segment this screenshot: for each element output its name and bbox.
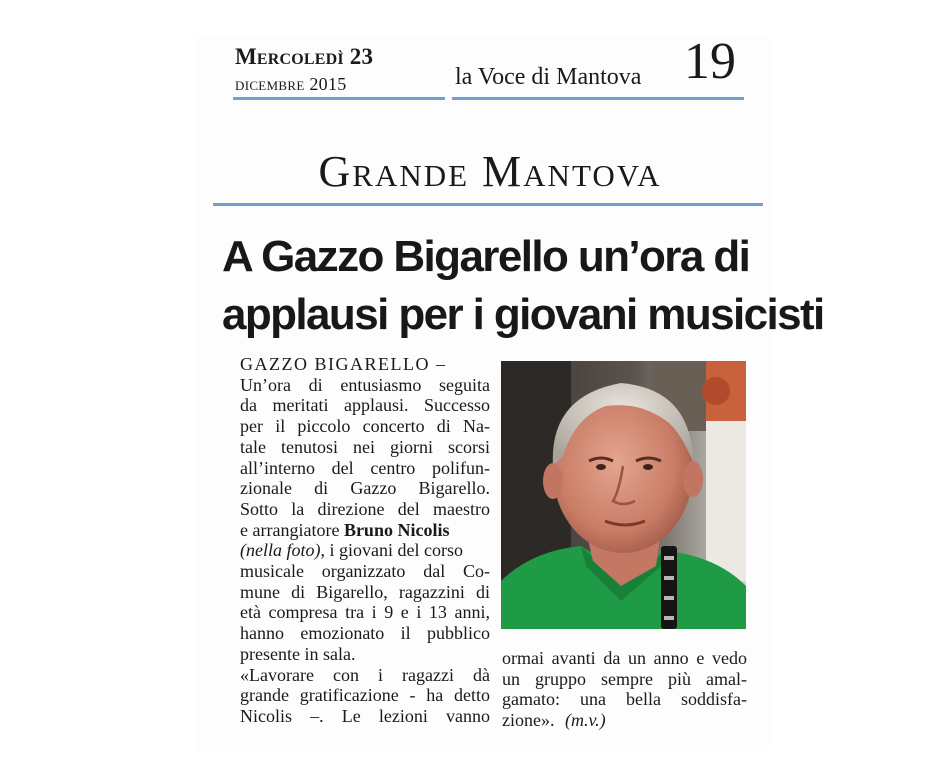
body-text: , i giovani del corso bbox=[320, 540, 463, 561]
headline-line-2: applausi per i giovani musicisti bbox=[222, 290, 824, 339]
header-rule-left bbox=[233, 97, 445, 100]
body-line: tale tenutosi nei giorni scorsi bbox=[240, 436, 490, 457]
body-line: presente in sala. bbox=[240, 643, 356, 664]
issue-day: Mercoledì 23 bbox=[235, 44, 374, 69]
article-column-2 bbox=[502, 648, 747, 731]
page-number: 19 bbox=[684, 33, 736, 90]
section-rule bbox=[213, 203, 763, 206]
body-line bbox=[240, 520, 490, 541]
body-line: hanno emozionato il pubblico bbox=[240, 623, 490, 644]
body-line: Sotto la direzione del maestro bbox=[240, 498, 490, 519]
headline-line-1: A Gazzo Bigarello un’ora di bbox=[222, 232, 750, 281]
body-line: da meritati applausi. Successo bbox=[240, 395, 490, 416]
body-line: Un’ora di entusiasmo seguita bbox=[240, 374, 490, 395]
portrait-illustration bbox=[501, 361, 746, 629]
body-text: zione». bbox=[502, 710, 555, 731]
body-line: «Lavorare con i ragazzi dà bbox=[240, 664, 490, 685]
body-line: ormai avanti da un anno e vedo bbox=[502, 648, 747, 668]
body-line: grande gratificazione - ha detto bbox=[240, 685, 490, 706]
body-text: e arrangiatore bbox=[240, 519, 340, 540]
newspaper-name: la Voce di Mantova bbox=[455, 64, 642, 90]
body-line: per il piccolo concerto di Na- bbox=[240, 416, 490, 437]
body-line: un gruppo sempre più amal- bbox=[502, 668, 747, 689]
body-line: all’interno del centro polifun- bbox=[240, 457, 490, 478]
author-initials: (m.v.) bbox=[564, 710, 606, 731]
header-rule-right bbox=[452, 97, 744, 100]
body-line: mune di Bigarello, ragazzini di bbox=[240, 581, 490, 602]
portrait-photo bbox=[501, 361, 746, 629]
photo-reference: (nella foto) bbox=[240, 540, 321, 561]
section-title: Grande Mantova bbox=[318, 147, 662, 196]
article-headline bbox=[222, 228, 824, 344]
body-line: età compresa tra i 9 e i 13 anni, bbox=[240, 602, 490, 623]
body-line: gamato: una bella soddisfa- bbox=[502, 689, 747, 710]
issue-month-year: dicembre 2015 bbox=[235, 74, 347, 94]
article-column-1 bbox=[240, 354, 490, 727]
body-line bbox=[240, 540, 490, 561]
person-name: Bruno Nicolis bbox=[343, 519, 450, 540]
body-line: musicale organizzato dal Co- bbox=[240, 561, 490, 582]
body-line bbox=[502, 710, 747, 731]
body-line: Nicolis –. Le lezioni vanno bbox=[240, 705, 490, 726]
body-line: zionale di Gazzo Bigarello. bbox=[240, 478, 490, 499]
article-dateline: GAZZO BIGARELLO – bbox=[240, 354, 447, 374]
